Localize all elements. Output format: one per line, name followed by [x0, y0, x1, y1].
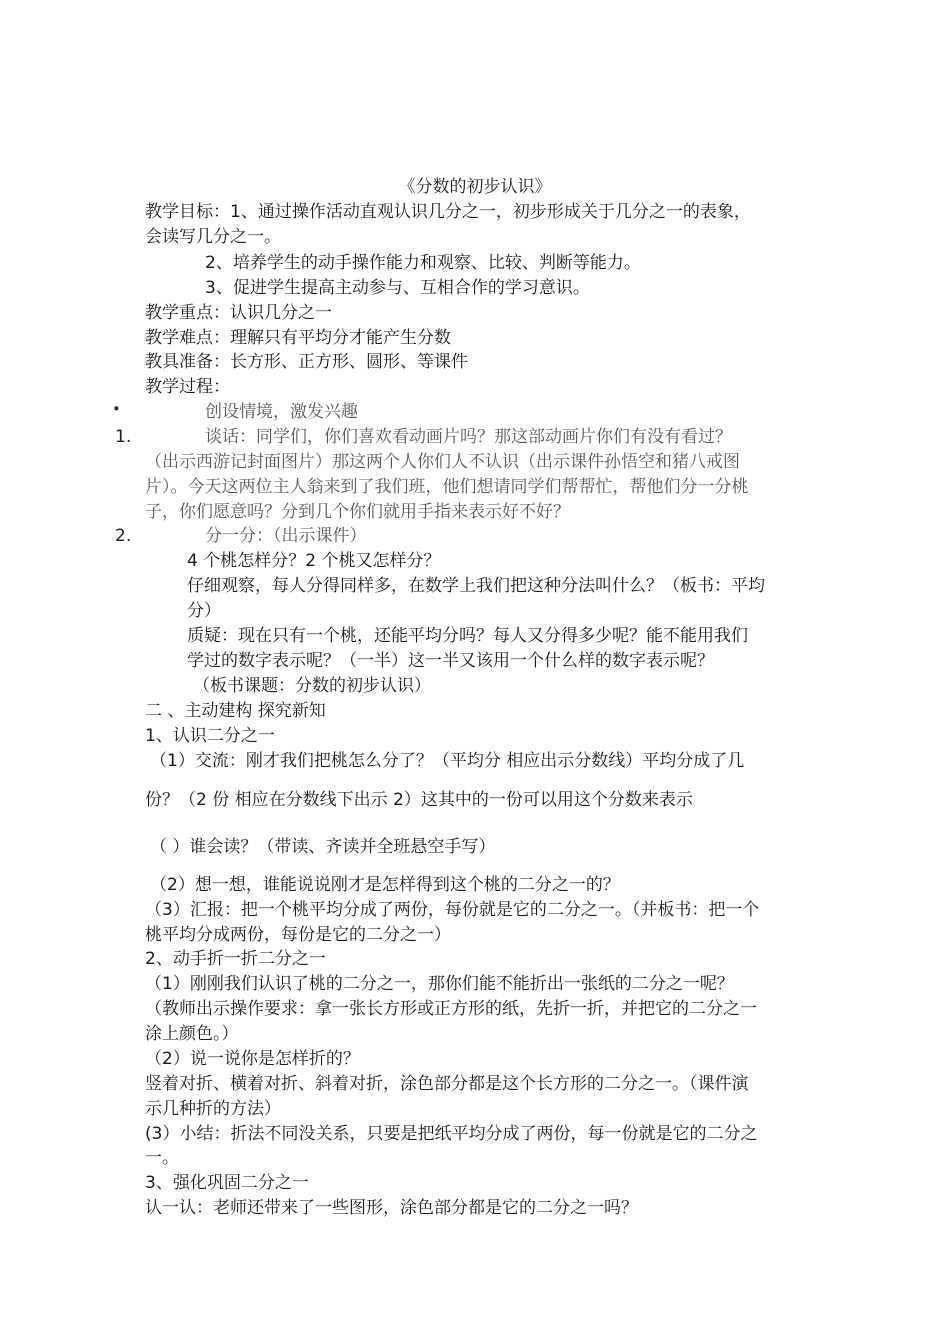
subsection-1-item-1a: （1）交流：刚才我们把桃怎么分了？（平均分 相应出示分数线）平均分成了几 — [150, 751, 745, 771]
teaching-difficulty: 教学难点：理解只有平均分才能产生分数 — [145, 328, 451, 348]
step-create-situation: 创设情境，激发兴趣 — [205, 402, 358, 422]
subsection-2-item-1b: （教师出示操作要求：拿一张长方形或正方形的纸，先折一折，并把它的二分之一 — [145, 999, 757, 1019]
list-number-2: 2. — [115, 526, 132, 546]
step2-line-1: 分一分：（出示课件） — [205, 526, 367, 546]
step1-line-4: 子，你们愿意吗？分到几个你们就用手指来表示好不好？ — [145, 502, 570, 522]
step2-line-4: 分） — [187, 601, 221, 621]
subsection-2-item-1c: 涂上颜色。） — [145, 1024, 239, 1044]
teaching-goal-1: 教学目标：1、通过操作活动直观认识几分之一，初步形成关于几分之一的表象， — [145, 202, 751, 222]
teaching-goal-1-cont: 会读写几分之一。 — [145, 227, 281, 247]
teaching-tools: 教具准备：长方形、正方形、圆形、等课件 — [145, 352, 468, 372]
teaching-goal-2: 2、培养学生的动手操作能力和观察、比较、判断等能力。 — [205, 253, 641, 273]
step1-line-1: 谈话：同学们，你们喜欢看动画片吗？那这部动画片你们有没有看过？ — [205, 427, 732, 447]
subsection-3-heading: 3、强化巩固二分之一 — [145, 1173, 309, 1193]
subsection-3-item-1: 认一认：老师还带来了一些图形，涂色部分都是它的二分之一吗？ — [145, 1198, 638, 1218]
teaching-process-heading: 教学过程： — [145, 377, 230, 397]
subsection-2-item-3b: 一。 — [145, 1148, 179, 1168]
subsection-1-item-3b: 桃平均分成两份，每份是它的二分之一） — [145, 925, 451, 945]
document-title: 《分数的初步认识》 — [398, 177, 552, 197]
step2-line-7: （板书课题：分数的初步认识） — [193, 676, 431, 696]
subsection-1-item-3a: （3）汇报：把一个桃平均分成了两份，每份就是它的二分之一。（并板书：把一个 — [145, 900, 760, 920]
step2-line-5: 质疑：现在只有一个桃，还能平均分吗？每人又分得多少呢？能不能用我们 — [187, 626, 748, 646]
subsection-2-item-1a: （1）刚刚我们认识了桃的二分之一，那你们能不能折出一张纸的二分之一呢？ — [145, 974, 734, 994]
step2-line-6: 学过的数字表示呢？（一半）这一半又该用一个什么样的数字表示呢？ — [187, 651, 714, 671]
subsection-1-item-1b: 份？（2 份 相应在分数线下出示 2）这其中的一份可以用这个分数来表示 — [145, 790, 693, 810]
subsection-2-item-2b: 竖着对折、横着对折、斜着对折，涂色部分都是这个长方形的二分之一。（课件演 — [145, 1074, 749, 1094]
step1-line-3: 片）。今天这两位主人翁来到了我们班，他们想请同学们帮帮忙，帮他们分一分桃 — [145, 477, 749, 497]
teaching-goal-3: 3、促进学生提高主动参与、互相合作的学习意识。 — [205, 278, 590, 298]
step1-line-2: （出示西游记封面图片）那这两个人你们人不认识（出示课件孙悟空和猪八戒图 — [145, 452, 740, 472]
step2-line-3: 仔细观察，每人分得同样多，在数学上我们把这种分法叫什么？（板书：平均 — [187, 576, 765, 596]
subsection-2-item-3a: (3）小结：折法不同没关系，只要是把纸平均分成了两份，每一份就是它的二分之 — [145, 1124, 758, 1144]
section-2-heading: 二 、主动建构 探究新知 — [145, 701, 326, 721]
step2-line-2: 4 个桃怎样分？2 个桃又怎样分？ — [187, 551, 441, 571]
subsection-2-item-2c: 示几种折的方法） — [145, 1099, 281, 1119]
bullet-marker: • — [112, 400, 121, 418]
teaching-focus: 教学重点：认识几分之一 — [145, 303, 332, 323]
subsection-2-heading: 2、动手折一折二分之一 — [145, 949, 326, 969]
list-number-1: 1. — [115, 427, 132, 447]
subsection-1-item-2: （2）想一想，谁能说说刚才是怎样得到这个桃的二分之一的？ — [150, 875, 620, 895]
subsection-1-heading: 1、认识二分之一 — [145, 726, 275, 746]
subsection-1-item-1c: （ ）谁会读？（带读、齐读并全班悬空手写） — [150, 837, 496, 857]
subsection-2-item-2: （2）说一说你是怎样折的？ — [145, 1049, 360, 1069]
